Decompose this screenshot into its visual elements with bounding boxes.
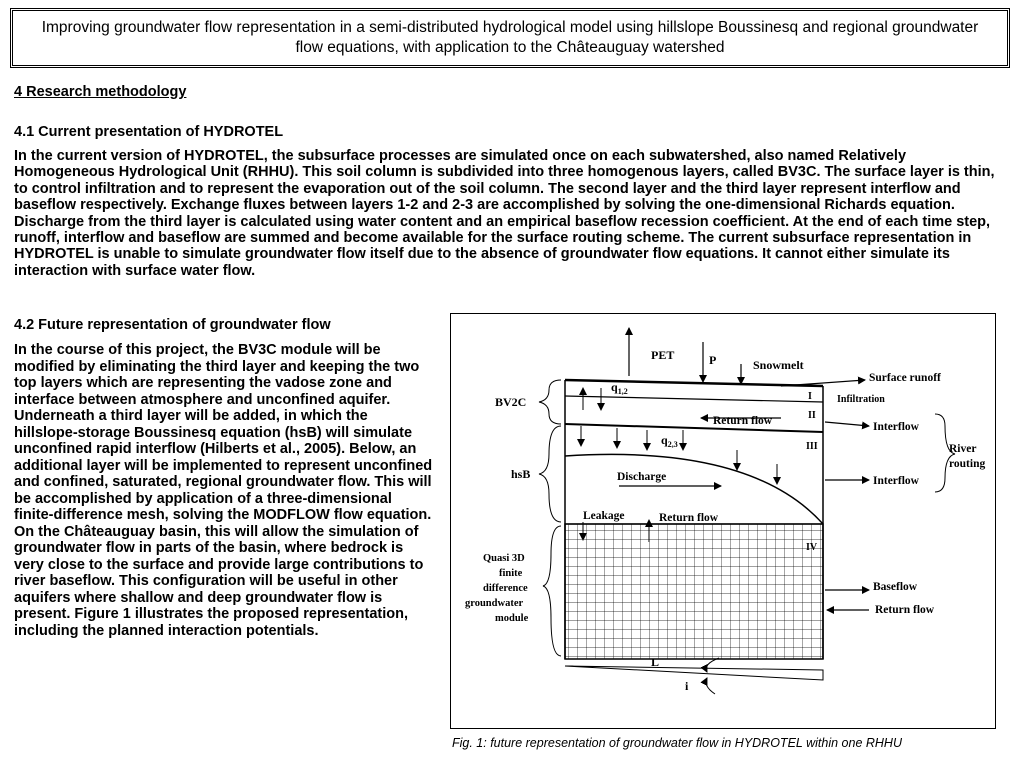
leakage-label: Leakage <box>583 510 625 522</box>
slope-wedge <box>565 666 823 680</box>
bv2c-label: BV2C <box>495 395 527 409</box>
baseflow-label: Baseflow <box>873 581 918 593</box>
poster-title-box <box>10 8 1010 68</box>
section-heading: 4 Research methodology <box>14 84 187 100</box>
return-flow-bottom-label: Return flow <box>875 604 935 616</box>
module-label-5: module <box>495 613 529 624</box>
interflow-1-arrow <box>825 422 869 426</box>
slope-label: i <box>685 679 689 693</box>
hsb-brace <box>539 426 561 522</box>
interflow-1-label: Interflow <box>873 421 919 433</box>
fd-mesh <box>565 524 823 659</box>
module-label-1: Quasi 3D <box>483 553 525 564</box>
discharge-label: Discharge <box>617 471 667 483</box>
river-routing-label-1: River <box>949 443 977 455</box>
roman-four-label: IV <box>806 542 818 553</box>
subsection-heading-future: 4.2 Future representation of groundwater flow <box>14 317 331 333</box>
q23-label: $q_{2,3}$ <box>661 433 678 449</box>
roman-one-label: I <box>808 391 812 402</box>
figure-1 <box>450 313 996 729</box>
interflow-2-label: Interflow <box>873 475 919 487</box>
layer-1-line <box>565 396 823 402</box>
slope-angle-arc-bottom <box>706 678 715 694</box>
layer-top <box>565 380 823 386</box>
infiltration-label: Infiltration <box>837 394 885 405</box>
roman-two-label: II <box>808 410 816 421</box>
p-label: P <box>709 353 717 367</box>
q12-label: $q_{1,2}$ <box>611 380 628 396</box>
module-label-3: difference <box>483 583 528 594</box>
layer-2-line <box>565 424 823 432</box>
module-label-4: groundwater <box>465 598 524 609</box>
hsb-label: hsB <box>511 467 531 481</box>
module-brace <box>543 526 561 656</box>
slope-angle-arc-top <box>706 658 719 672</box>
bv2c-brace <box>539 380 561 424</box>
pet-label: PET <box>651 348 675 362</box>
roman-three-label: III <box>806 441 818 452</box>
poster-title: Improving groundwater flow representation in a semi-distributed hydrological model using hillslope Boussinesq and regional groundwater flow equations, with application to the Châteauguay watershed <box>41 19 979 56</box>
snowmelt-label: Snowmelt <box>753 358 804 372</box>
length-label: L <box>651 655 660 669</box>
paragraph-current-presentation: In the current version of HYDROTEL, the subsurface processes are simulated once on each subwatershed, also named Relatively Homogeneous Hydrological Unit (RHHU). This soil column is subdivided into three homogenous layers, called BV3C. The surface layer is thin, to control infiltration and to represent the evaporation out of the soil column. The second layer and the third layer represent interflow and baseflow respectively. Exchange fluxes between layers 1-2 and 2-3 are accomplished by solving the one-dimensional Richards equation. Discharge from the third layer is calculated using water content and an empirical baseflow recession coefficient. At the end of each time step, runoff, interflow and baseflow are summed and become available for the surface routing scheme. The current subsurface representation in HYDROTEL is unable to simulate groundwater flow itself due to the absence of groundwater flow equations. It cannot either simulate its interaction with surface water flow. <box>14 148 995 279</box>
figure-caption: Fig. 1: future representation of groundwater flow in HYDROTEL within one RHHU <box>452 736 902 750</box>
return-flow-mid-label: Return flow <box>659 512 719 524</box>
groundwater-diagram <box>451 314 995 728</box>
return-flow-top-label: Return flow <box>713 415 773 427</box>
surface-runoff-label: Surface runoff <box>869 372 941 384</box>
module-label-2: finite <box>499 568 523 579</box>
river-routing-label-2: routing <box>949 458 986 470</box>
subsection-heading-current: 4.1 Current presentation of HYDROTEL <box>14 124 284 140</box>
paragraph-future-representation: In the course of this project, the BV3C module will be modified by eliminating the third layer and keeping the two top layers which are representing the vadose zone and interface between atmosphere and unconfined aquifer. Underneath a third layer will be added, in which the hillslope-storage Boussinesq equation (hsB) will simulate unconfined rapid interflow (Hilberts et al., 2005). Below, an additional layer will be implemented to represent unconfined and confined, saturated, regional groundwater flow. This will be accomplished by application of a three-dimensional finite-difference mesh, solving the MODFLOW flow equation. On the Châteauguay basin, this will allow the simulation of groundwater flow in parts of the basin, where bedrock is very close to the surface and provide large contributions to river baseflow. This configuration will be useful in other aquifers where shallow and deep groundwater flow is present. Figure 1 illustrates the proposed representation, including the planned interaction potentials. <box>14 342 433 639</box>
